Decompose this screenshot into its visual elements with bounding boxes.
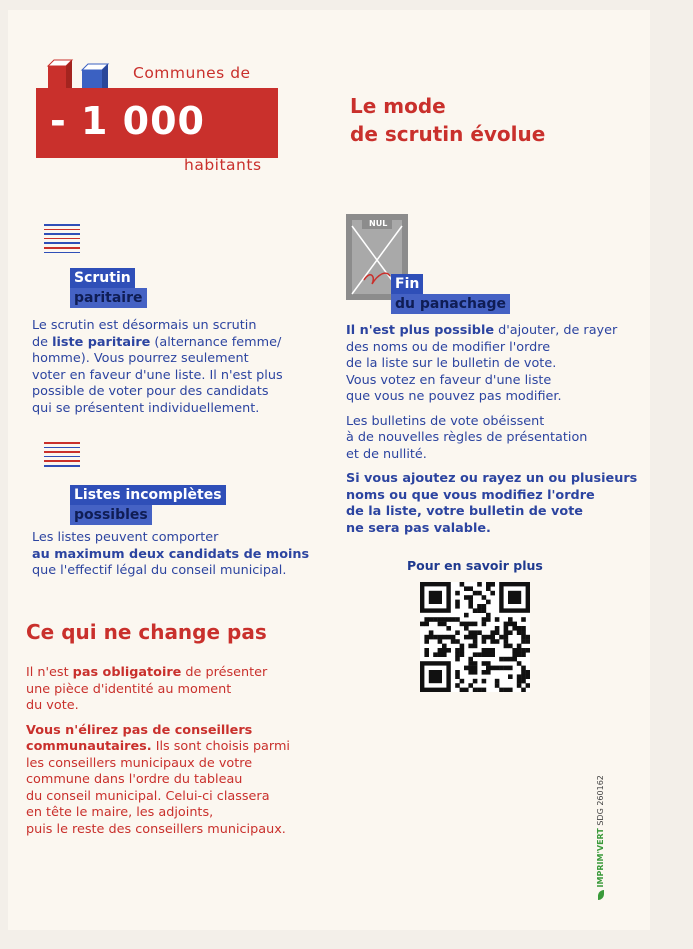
text-line: puis le reste des conseillers municipaux. — [26, 821, 286, 837]
flyer-page — [8, 10, 650, 930]
text-line: Si vous ajoutez ou rayez un ou plusieurs — [346, 471, 638, 486]
text-line: homme). Vous pourrez seulement — [32, 351, 249, 366]
possibles-tag: possibles — [70, 505, 152, 525]
fin-tag: Fin — [391, 274, 423, 294]
imprim-vert-logo — [596, 775, 605, 900]
scrutin-paritaire-text — [32, 318, 332, 417]
text-line: Vous n'élirez pas de conseillers — [26, 722, 253, 738]
text-line: les conseillers municipaux de votre — [26, 755, 253, 771]
population-number: - 1 000 — [50, 99, 205, 143]
stripes-icon — [44, 442, 80, 470]
text-line: du conseil municipal. Celui-ci classera — [26, 788, 270, 804]
leaf-icon — [598, 890, 604, 900]
text-line: des noms ou de modifier l'ordre — [346, 339, 551, 355]
text-line: Les listes peuvent comporter — [32, 530, 219, 545]
text-line: du vote. — [26, 698, 79, 713]
text-line: de la liste, votre bulletin de vote — [346, 504, 583, 519]
imprim-vert-text: IMPRIM'VERT — [596, 828, 605, 888]
page-title-line1: Le mode — [350, 94, 446, 118]
listes-incompletes-tag: Listes incomplètes — [70, 485, 226, 505]
paritaire-tag: paritaire — [70, 288, 147, 308]
text-line: au maximum deux candidats de moins — [32, 546, 310, 562]
text-line: en tête le maire, les adjoints, — [26, 805, 214, 820]
text-line: noms ou que vous modifiez l'ordre — [346, 487, 595, 503]
text-line: voter en faveur d'une liste. Il n'est plus — [32, 367, 283, 383]
text-line: Le scrutin est désormais un scrutin — [32, 318, 257, 333]
text-line: communautaires. Ils sont choisis parmi — [26, 739, 290, 754]
text-line: commune dans l'ordre du tableau — [26, 772, 243, 787]
scrutin-tag: Scrutin — [70, 268, 135, 288]
text-line: ne sera pas valable. — [346, 520, 491, 536]
text-line: à de nouvelles règles de présentation — [346, 430, 588, 445]
text-line: que l'effectif légal du conseil municipal. — [32, 563, 287, 578]
listes-incompletes-text — [32, 530, 342, 580]
page-title — [350, 92, 545, 148]
text-line: et de nullité. — [346, 446, 427, 462]
ballot-label: NUL — [369, 219, 388, 228]
qr-code[interactable] — [420, 582, 530, 692]
text-line: que vous ne pouvez pas modifier. — [346, 389, 562, 404]
text-line: Les bulletins de vote obéissent — [346, 413, 545, 429]
stripes-icon — [44, 224, 80, 256]
imprint-code: SDG 260162 — [596, 775, 605, 826]
text-line: de la liste sur le bulletin de vote. — [346, 356, 557, 371]
communes-de-label: Communes de — [133, 64, 251, 82]
text-line: Vous votez en faveur d'une liste — [346, 372, 552, 388]
du-panachage-tag: du panachage — [391, 294, 510, 314]
text-line: qui se présentent individuellement. — [32, 400, 260, 416]
text-line: Il n'est plus possible d'ajouter, de rayer — [346, 323, 618, 338]
section-title: Ce qui ne change pas — [26, 620, 267, 644]
page-title-line2: de scrutin évolue — [350, 122, 546, 146]
text-line: Il n'est pas obligatoire de présenter — [26, 665, 268, 680]
fin-panachage-text — [346, 323, 646, 537]
ne-change-pas-text — [26, 665, 336, 838]
text-line: une pièce d'identité au moment — [26, 681, 232, 697]
habitants-label: habitants — [184, 156, 262, 174]
more-info-label: Pour en savoir plus — [407, 558, 543, 573]
text-line: possible de voter pour des candidats — [32, 384, 269, 399]
text-line: de liste paritaire (alternance femme/ — [32, 334, 282, 350]
